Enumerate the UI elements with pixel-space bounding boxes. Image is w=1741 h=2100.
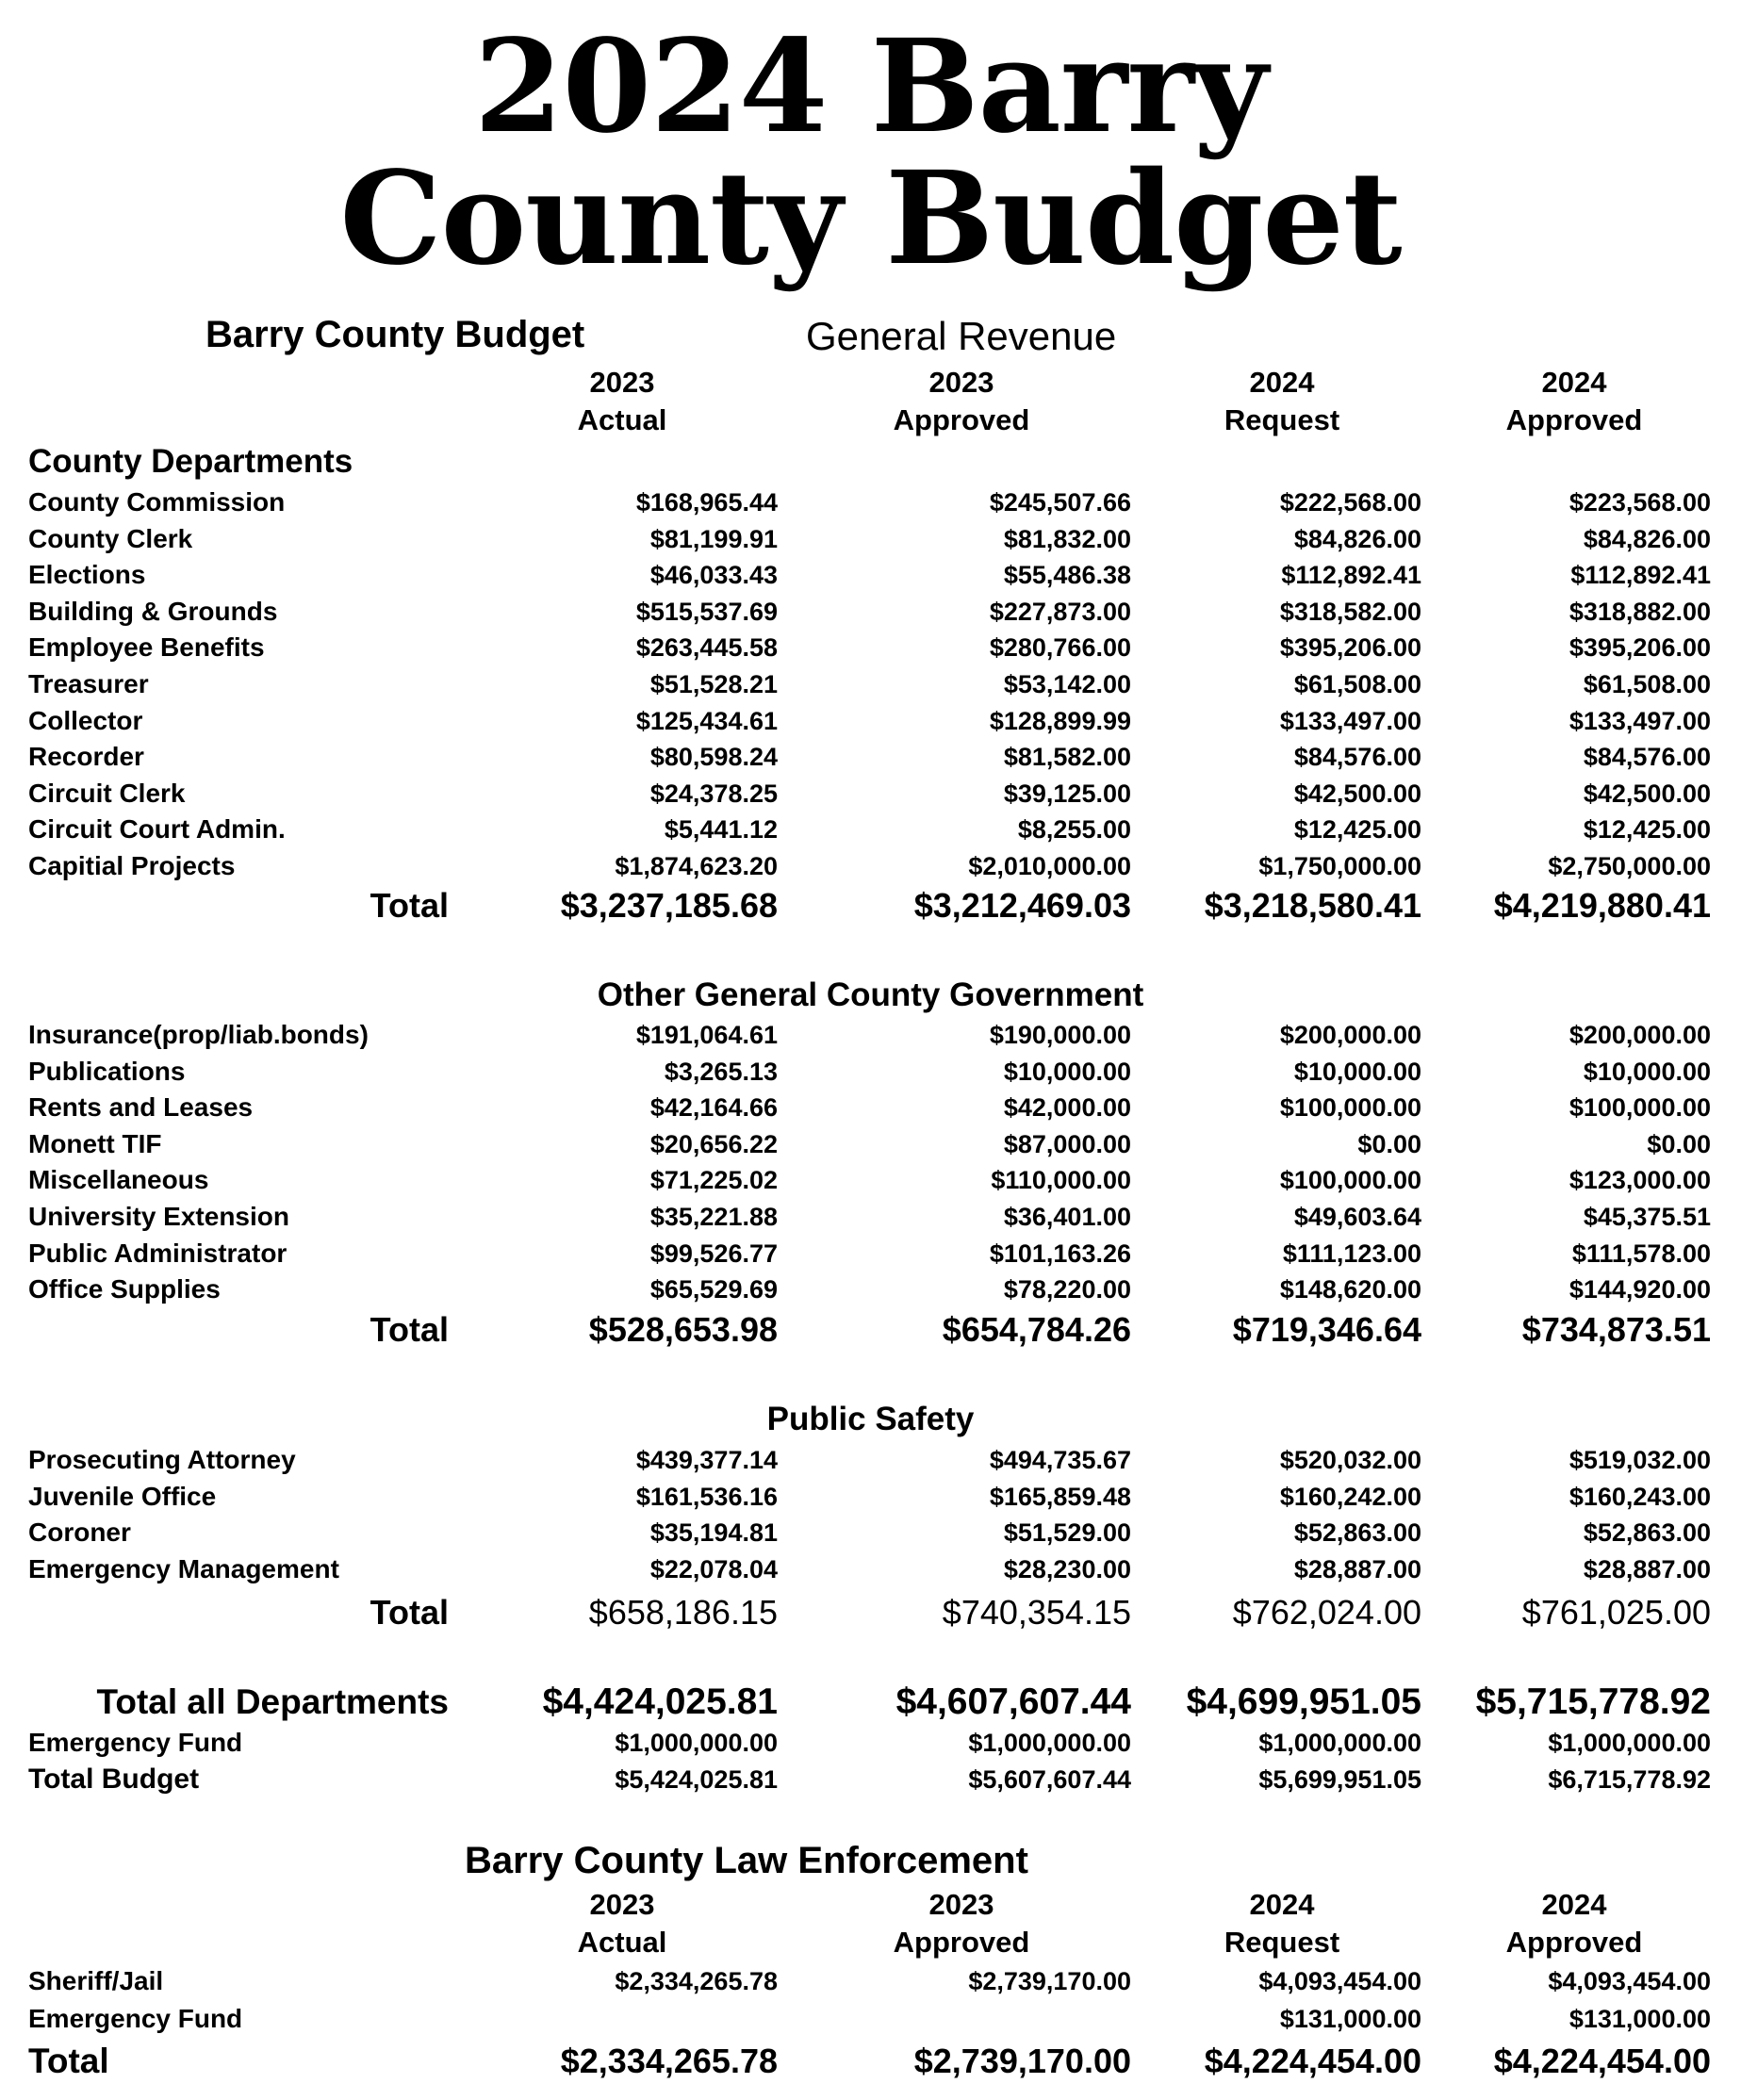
row-value-col2: $165,859.48 [989,1482,1131,1511]
total-all-value-col2: $4,607,607.44 [895,1682,1131,1722]
table-row [0,1054,1741,1090]
safety-total-value-col2: $740,354.15 [942,1593,1131,1632]
col3-label: Request [1224,403,1340,436]
table-row [0,1090,1741,1125]
emergency-fund-value-col4: $1,000,000.00 [1548,1729,1711,1757]
row-value-col2: $280,766.00 [989,633,1131,663]
row-value-col3: $100,000.00 [1279,1166,1421,1195]
row-value-col3: $61,508.00 [1293,670,1421,698]
row-value-col1: $81,199.91 [649,524,778,553]
row-value-col3: $112,892.41 [1281,561,1421,590]
table-row [0,521,1741,557]
total-budget-label: Total Budget [28,1764,200,1795]
row-value-col1: $20,656.22 [649,1129,778,1158]
row-label: Office Supplies [28,1274,221,1304]
row-value-col4: $52,863.00 [1583,1518,1711,1548]
table-row [0,1479,1741,1515]
row-value-col1: $439,377.14 [635,1446,778,1474]
row-value-col3: $148,620.00 [1279,1275,1421,1304]
law-total-value-col2: $2,739,170.00 [913,2042,1131,2080]
row-value-col4: $133,497.00 [1569,706,1711,735]
county-total-row [0,883,1741,928]
other-total-label: Total [370,1310,449,1349]
other-total-value-col1: $528,653.98 [588,1310,778,1349]
table-row [0,848,1741,884]
row-value-col1: $5,441.12 [664,815,778,845]
table-row [0,1236,1741,1271]
row-value-col4: $144,920.00 [1569,1275,1711,1304]
page-title-line1: 2024 Barry [473,11,1268,162]
total-all-value-col3: $4,699,951.05 [1186,1682,1421,1722]
row-value-col4: $395,206.00 [1569,633,1711,663]
row-label: Emergency Fund [28,2004,243,2033]
row-value-col3: $84,576.00 [1293,743,1421,772]
row-label: Insurance(prop/liab.bonds) [28,1020,369,1049]
row-label: Elections [28,560,146,590]
col4-label: Approved [1505,403,1643,436]
row-label: Rents and Leases [28,1092,254,1123]
table-row [0,703,1741,739]
safety-total-value-col4: $761,025.00 [1521,1593,1711,1632]
row-value-col1: $125,434.61 [635,706,778,735]
row-value-col1: $80,598.24 [649,743,778,772]
row-value-col1: $24,378.25 [649,779,778,808]
col2-label: Approved [893,403,1030,436]
row-value-col4: $28,887.00 [1583,1554,1711,1583]
row-value-col2: $78,220.00 [1003,1275,1131,1304]
row-value-col3: $111,123.00 [1282,1239,1421,1268]
row-value-col1: $65,529.69 [649,1275,778,1304]
table-row [0,1017,1741,1053]
row-value-col3: $200,000.00 [1279,1021,1421,1049]
row-label: University Extension [28,1202,289,1231]
row-value-col1: $46,033.43 [649,561,778,590]
table-row [0,484,1741,520]
row-value-col3: $133,497.00 [1279,706,1421,735]
row-value-col2: $494,735.67 [989,1446,1131,1474]
row-value-col2: $51,529.00 [1003,1518,1131,1548]
row-label: County Clerk [28,523,193,553]
row-value-col2: $2,010,000.00 [968,852,1131,880]
row-value-col3: $100,000.00 [1279,1093,1421,1123]
row-value-col2: $28,230.00 [1003,1554,1131,1583]
col1-year: 2023 [589,366,655,399]
row-label: Sheriff/Jail [28,1966,164,1995]
row-value-col4: $2,750,000.00 [1548,852,1711,880]
row-value-col1: $191,064.61 [635,1021,778,1049]
row-value-col1: $1,874,623.20 [615,852,778,880]
safety-total-row [0,1590,1741,1635]
row-value-col4: $45,375.51 [1583,1203,1711,1231]
row-value-col3: $4,093,454.00 [1258,1967,1421,1995]
other-total-value-col3: $719,346.64 [1232,1310,1421,1349]
section-title-public-safety: Public Safety [766,1401,975,1437]
row-value-col2: $8,255.00 [1017,815,1131,845]
table-row [0,1551,1741,1587]
row-value-col1: $42,164.66 [649,1093,778,1123]
row-value-col2: $81,582.00 [1003,743,1131,772]
row-value-col3: $28,887.00 [1293,1554,1421,1583]
col2-year: 2023 [928,366,994,399]
row-label: Capitial Projects [28,851,236,880]
row-label: Recorder [28,742,144,772]
row-value-col1: $71,225.02 [649,1166,778,1195]
row-value-col3: $131,000.00 [1279,2005,1421,2033]
county-total-value-col3: $3,218,580.41 [1204,886,1421,925]
table-row [0,594,1741,630]
table-row [0,1963,1741,1999]
le-col2-label: Approved [893,1926,1030,1959]
safety-total-label: Total [370,1593,449,1632]
row-value-col4: $10,000.00 [1583,1057,1711,1086]
row-value-col3: $42,500.00 [1293,779,1421,808]
row-label: Prosecuting Attorney [28,1445,296,1474]
row-value-col4: $0.00 [1647,1129,1711,1158]
row-value-col3: $318,582.00 [1279,597,1421,626]
county-total-value-col1: $3,237,185.68 [560,886,778,925]
row-value-col3: $12,425.00 [1293,815,1421,845]
total-all-value-col4: $5,715,778.92 [1475,1682,1711,1722]
row-value-col4: $131,000.00 [1569,2005,1711,2033]
row-label: Monett TIF [28,1128,162,1158]
table-row [0,630,1741,665]
row-label: Circuit Court Admin. [28,814,286,845]
law-total-value-col3: $4,224,454.00 [1204,2042,1421,2080]
total-all-departments-row [0,1680,1741,1725]
emergency-fund-label: Emergency Fund [28,1728,243,1757]
row-value-col4: $111,578.00 [1571,1239,1711,1268]
row-value-col1: $263,445.58 [635,633,778,663]
row-value-col1: $51,528.21 [649,670,778,698]
row-value-col4: $42,500.00 [1583,779,1711,808]
other-total-row [0,1307,1741,1353]
budget-header: Barry County Budget [205,314,585,355]
row-value-col4: $160,243.00 [1569,1482,1711,1511]
table-row [0,776,1741,812]
row-value-col4: $123,000.00 [1569,1166,1711,1195]
le-col4-year: 2024 [1541,1888,1607,1921]
table-row [0,1199,1741,1235]
row-value-col2: $10,000.00 [1003,1057,1131,1086]
safety-total-value-col1: $658,186.15 [588,1593,778,1632]
row-value-col2: $2,739,170.00 [968,1967,1131,1995]
total-budget-value-col3: $5,699,951.05 [1258,1765,1421,1794]
row-label: Miscellaneous [28,1165,209,1195]
page-title-line2: County Budget [339,143,1402,294]
row-value-col3: $52,863.00 [1293,1518,1421,1548]
row-value-col1: $22,078.04 [649,1554,778,1583]
le-col4-label: Approved [1505,1926,1643,1959]
row-label: Treasurer [28,669,149,698]
row-value-col4: $519,032.00 [1569,1446,1711,1474]
row-value-col4: $112,892.41 [1570,561,1711,590]
col4-year: 2024 [1541,366,1607,399]
table-row [0,1442,1741,1478]
table-row [0,2001,1741,2037]
le-col1-label: Actual [577,1926,667,1959]
row-value-col4: $318,882.00 [1569,597,1711,626]
row-value-col4: $4,093,454.00 [1548,1967,1711,1995]
row-value-col2: $101,163.26 [989,1239,1131,1268]
row-value-col1: $35,194.81 [649,1518,778,1548]
row-value-col3: $520,032.00 [1279,1446,1421,1474]
row-value-col2: $36,401.00 [1003,1203,1131,1231]
safety-total-value-col3: $762,024.00 [1232,1593,1421,1632]
county-total-value-col2: $3,212,469.03 [913,886,1131,925]
row-value-col3: $84,826.00 [1293,524,1421,553]
row-value-col2: $81,832.00 [1003,524,1131,553]
row-value-col4: $84,576.00 [1583,743,1711,772]
table-row [0,1515,1741,1550]
row-value-col2: $110,000.00 [991,1166,1131,1195]
section-title-county-departments: County Departments [28,443,353,480]
row-value-col3: $222,568.00 [1279,488,1421,517]
total-budget-value-col4: $6,715,778.92 [1548,1765,1711,1794]
total-budget-value-col2: $5,607,607.44 [968,1765,1131,1794]
total-all-value-col1: $4,424,025.81 [542,1682,778,1722]
row-label: Building & Grounds [28,596,278,626]
row-label: Coroner [28,1518,131,1548]
row-value-col2: $227,873.00 [989,597,1131,626]
table-row [0,812,1741,847]
total-budget-value-col1: $5,424,025.81 [615,1765,778,1794]
row-value-col2: $39,125.00 [1003,779,1131,808]
row-value-col1: $515,537.69 [635,597,778,626]
law-total-value-col1: $2,334,265.78 [560,2042,778,2080]
row-value-col1: $2,334,265.78 [615,1967,778,1995]
row-value-col2: $128,899.99 [989,706,1131,735]
row-value-col4: $100,000.00 [1569,1093,1711,1123]
row-value-col3: $0.00 [1357,1129,1421,1158]
law-total-row [0,2039,1741,2084]
row-value-col2: $245,507.66 [989,488,1131,517]
total-budget-row [0,1762,1741,1797]
row-value-col4: $61,508.00 [1583,670,1711,698]
row-value-col2: $42,000.00 [1003,1093,1131,1123]
county-total-value-col4: $4,219,880.41 [1493,886,1711,925]
row-value-col2: $53,142.00 [1003,670,1131,698]
law-total-label: Total [28,2042,109,2080]
table-row [0,1126,1741,1162]
emergency-fund-value-col2: $1,000,000.00 [968,1729,1131,1757]
county-total-label: Total [370,886,449,925]
row-value-col3: $10,000.00 [1293,1057,1421,1086]
row-value-col4: $200,000.00 [1569,1021,1711,1049]
row-value-col4: $223,568.00 [1569,488,1711,517]
section-title-law-enforcement: Barry County Law Enforcement [465,1840,1028,1881]
row-value-col2: $87,000.00 [1003,1129,1131,1158]
col3-year: 2024 [1249,366,1315,399]
other-total-value-col2: $654,784.26 [942,1310,1131,1349]
emergency-fund-value-col1: $1,000,000.00 [615,1729,778,1757]
row-value-col2: $55,486.38 [1003,561,1131,590]
row-value-col3: $160,242.00 [1279,1482,1421,1511]
row-value-col4: $84,826.00 [1583,524,1711,553]
row-label: Collector [28,705,143,735]
row-value-col3: $49,603.64 [1293,1203,1421,1231]
emergency-fund-row [0,1725,1741,1761]
row-value-col1: $35,221.88 [649,1203,778,1231]
row-value-col3: $1,750,000.00 [1258,852,1421,880]
le-col3-year: 2024 [1249,1888,1315,1921]
emergency-fund-value-col3: $1,000,000.00 [1258,1729,1421,1757]
table-row [0,1271,1741,1307]
table-row [0,557,1741,593]
le-col2-year: 2023 [928,1888,994,1921]
row-label: Publications [28,1056,186,1086]
total-all-departments-label: Total all Departments [96,1682,449,1721]
table-row [0,1162,1741,1198]
row-value-col4: $12,425.00 [1583,815,1711,845]
le-col3-label: Request [1224,1926,1340,1959]
row-value-col1: $99,526.77 [649,1239,778,1268]
row-value-col1: $168,965.44 [635,488,778,517]
law-total-value-col4: $4,224,454.00 [1493,2042,1711,2080]
row-label: Employee Benefits [28,632,265,663]
le-col1-year: 2023 [589,1888,655,1921]
row-label: Emergency Management [28,1553,339,1583]
other-total-value-col4: $734,873.51 [1521,1310,1711,1349]
row-value-col1: $161,536.16 [635,1482,778,1511]
col1-label: Actual [577,403,667,436]
row-label: Public Administrator [28,1238,287,1268]
table-row [0,739,1741,775]
table-row [0,666,1741,702]
fund-header: General Revenue [806,314,1117,358]
section-title-other-government: Other General County Government [597,976,1144,1013]
row-label: Juvenile Office [28,1481,217,1511]
row-label: County Commission [28,487,286,517]
row-value-col2: $190,000.00 [989,1021,1131,1049]
row-label: Circuit Clerk [28,778,186,808]
row-value-col1: $3,265.13 [664,1057,778,1086]
row-value-col3: $395,206.00 [1279,633,1421,663]
